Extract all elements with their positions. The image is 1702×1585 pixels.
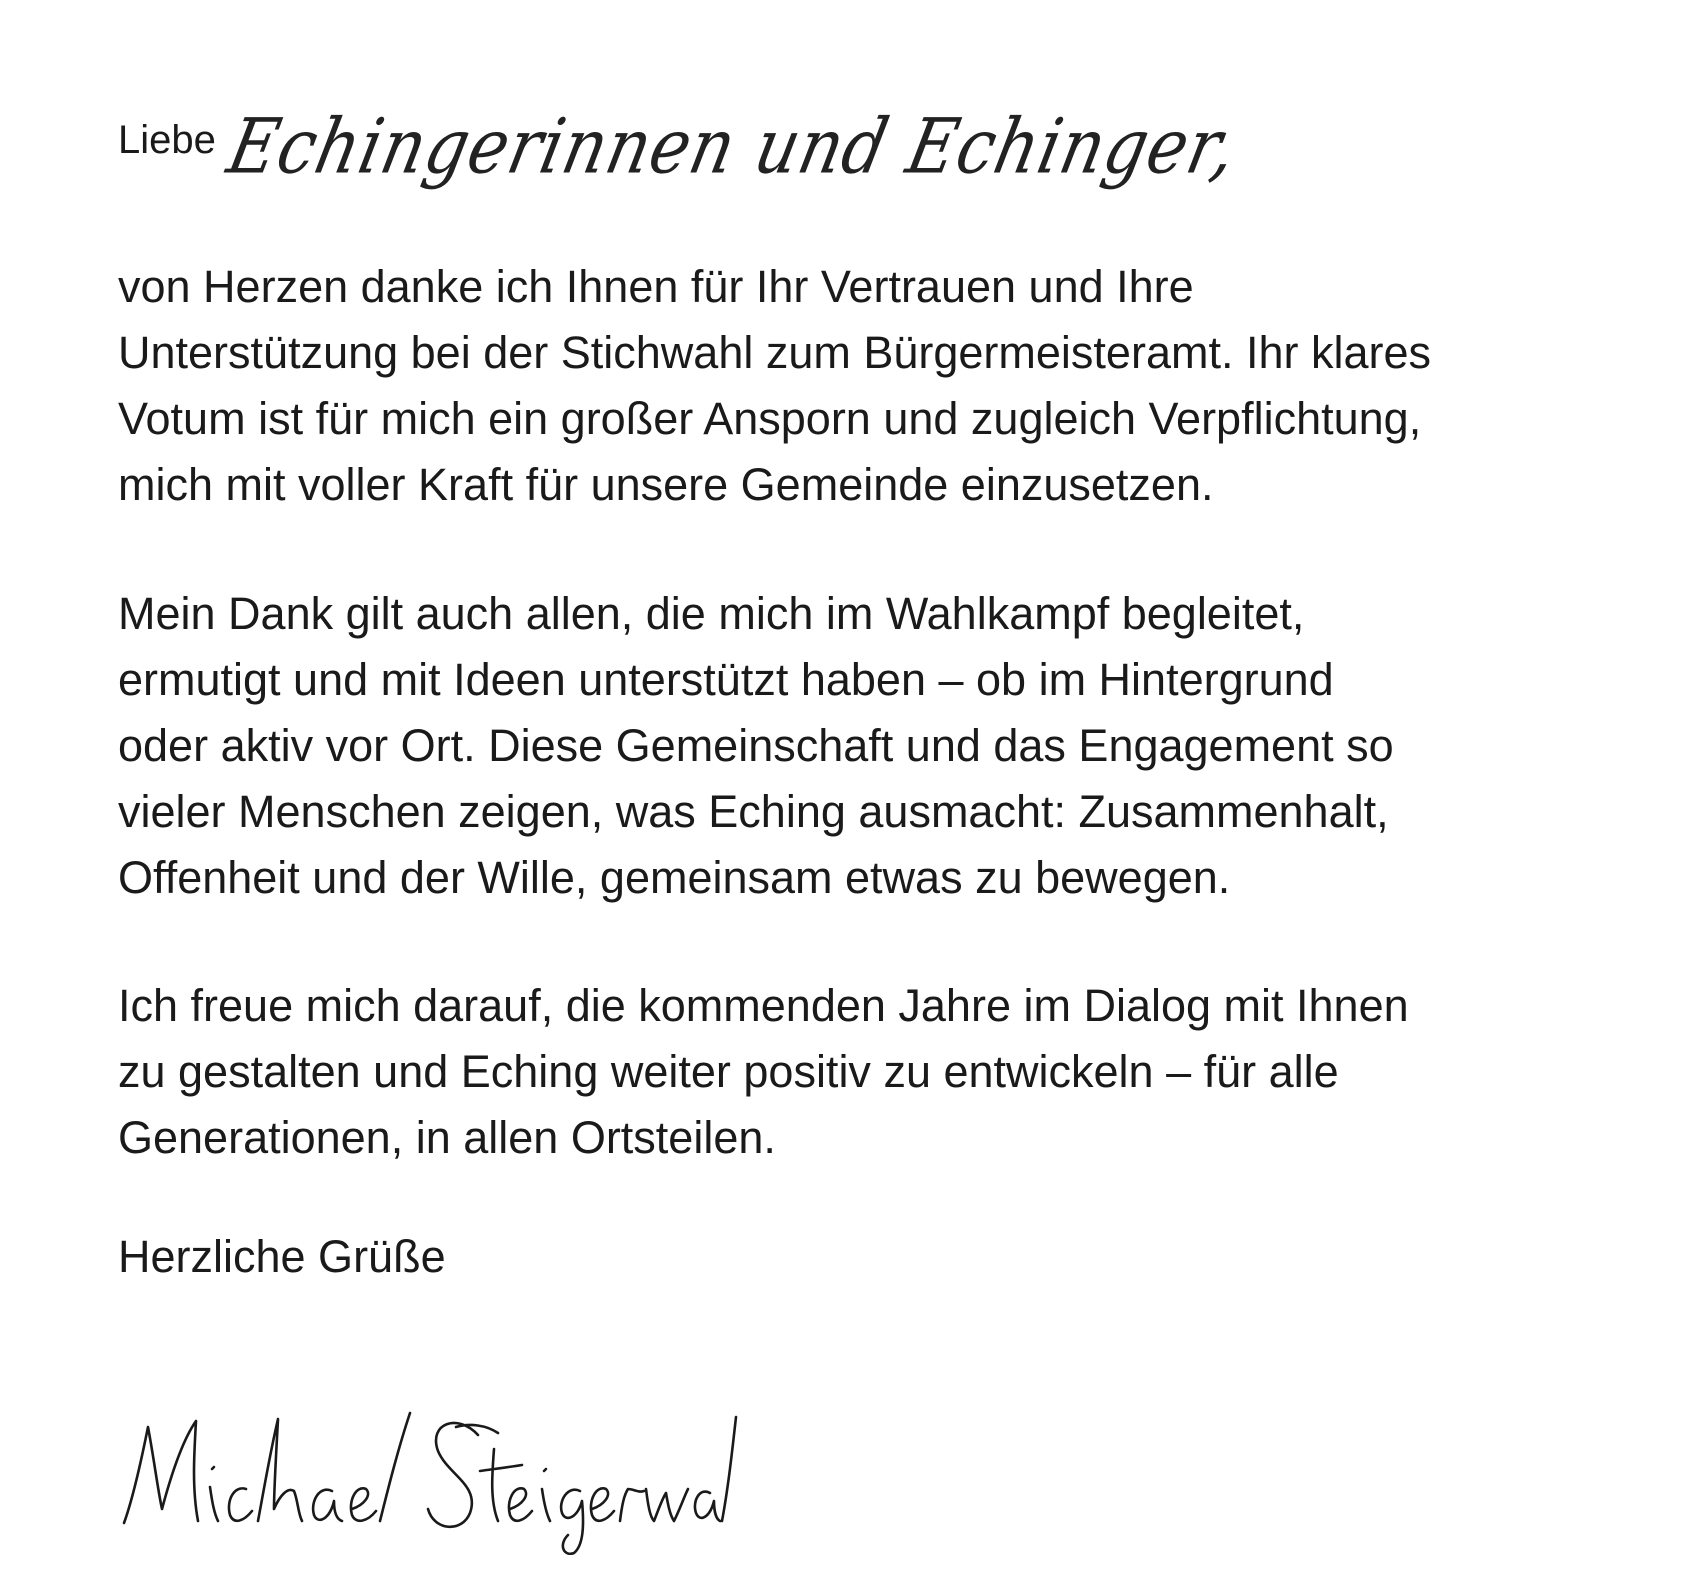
paragraph-line: oder aktiv vor Ort. Diese Gemeinschaft und das Engagement so	[118, 720, 1394, 771]
paragraph-line: vieler Menschen zeigen, was Eching ausmacht: Zusammenhalt,	[118, 786, 1389, 837]
paragraph-line: Ich freue mich darauf, die kommenden Jahre im Dialog mit Ihnen	[118, 980, 1409, 1031]
signature-handwriting	[118, 1405, 738, 1555]
addressee-script: Echingerinnen und Echinger,	[220, 102, 1246, 191]
paragraph-line: mich mit voller Kraft für unsere Gemeinde einzusetzen.	[118, 459, 1214, 510]
paragraph-supporters	[118, 581, 1678, 911]
paragraph-line: Generationen, in allen Ortsteilen.	[118, 1112, 776, 1163]
paragraph-line: Unterstützung bei der Stichwahl zum Bürgermeisteramt. Ihr klares	[118, 327, 1432, 378]
signature	[118, 1405, 738, 1555]
greeting	[118, 102, 1246, 191]
closing: Herzliche Grüße	[118, 1231, 446, 1282]
paragraph-line: Mein Dank gilt auch allen, die mich im Wahlkampf begleitet,	[118, 588, 1305, 639]
paragraph-line: von Herzen danke ich Ihnen für Ihr Vertrauen und Ihre	[118, 261, 1194, 312]
paragraph-outlook	[118, 973, 1678, 1171]
salutation: Liebe	[118, 118, 216, 162]
paragraph-line: Offenheit und der Wille, gemeinsam etwas zu bewegen.	[118, 852, 1231, 903]
paragraph-line: Votum ist für mich ein großer Ansporn und zugleich Verpflichtung,	[118, 393, 1422, 444]
paragraph-line: ermutigt und mit Ideen unterstützt haben – ob im Hintergrund	[118, 654, 1334, 705]
paragraph-thanks	[118, 254, 1678, 518]
paragraph-line: zu gestalten und Eching weiter positiv zu entwickeln – für alle	[118, 1046, 1339, 1097]
